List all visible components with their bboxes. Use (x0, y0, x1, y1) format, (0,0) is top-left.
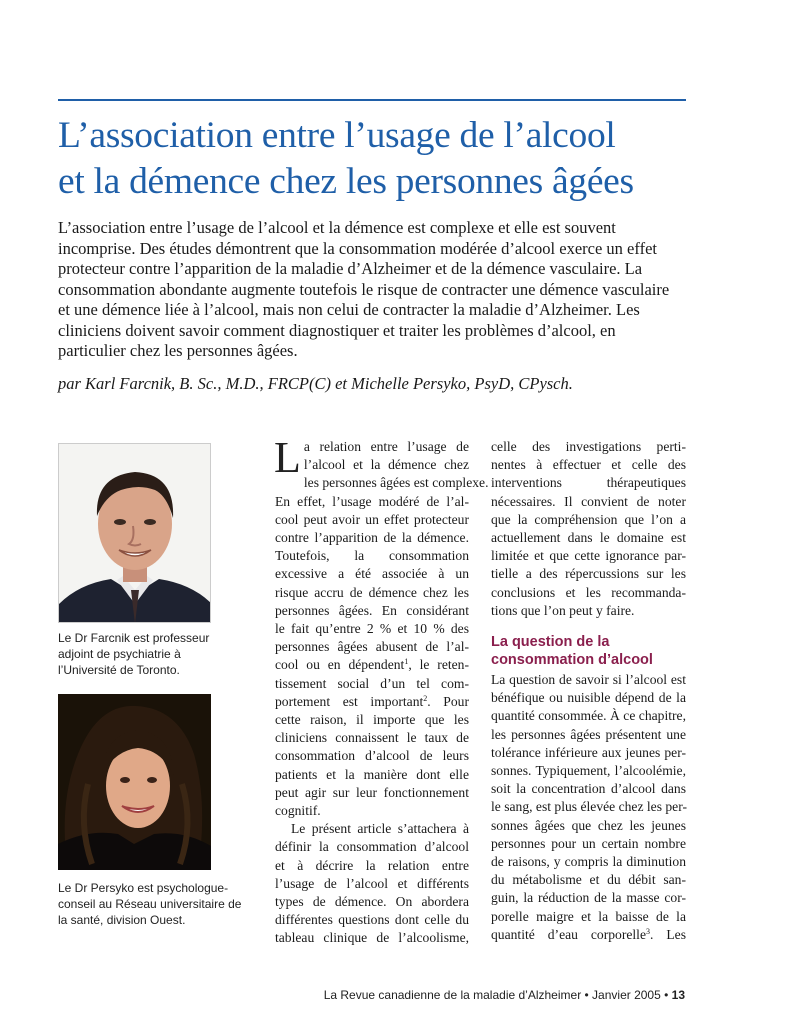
text-line: patients et la manière dont elle (275, 766, 469, 782)
caption-line: l’Université de Toronto. (58, 663, 180, 677)
text-line: celle des investigations perti- (491, 439, 686, 454)
text-line: le sang, est plus élevée chez les per- (491, 799, 687, 815)
text-line: tielle a des répercussions sur les (491, 566, 686, 582)
text-line: tableau clinique de l’alcoolisme, (275, 930, 469, 946)
text-line: bénéfique ou nuisible dépend de la (491, 690, 686, 706)
text-line: personnes pour un certain nombre (491, 835, 686, 851)
text-line: soit la concentration d’alcool dans (491, 781, 686, 797)
abstract-line: L’association entre l’usage de l’alcool et la démence est complexe et elle est souvent (58, 218, 616, 237)
persyko-photo (58, 694, 211, 870)
text-line: du métabolisme et du débit san- (491, 872, 686, 888)
text-line: tolérance inférieure aux jeunes per- (491, 744, 686, 760)
text-line (491, 926, 686, 944)
text-line: personnes âgées abusent de l’al- (275, 639, 469, 655)
text-line: contre l’apparition de la démence. (275, 530, 469, 546)
journal-name: La Revue canadienne de la maladie d’Alzheimer • Janvier 2005 • (323, 988, 672, 1002)
text-line: En effet, l’usage modéré de l’al- (275, 493, 469, 509)
farcnik-caption (58, 630, 258, 678)
text-line: interventions thérapeutiques (491, 475, 686, 491)
reference-marker: 2 (423, 693, 428, 703)
title-line: L’association entre l’usage de l’alcool (58, 115, 616, 156)
text-line: de raisons, y compris la diminution (491, 854, 686, 870)
text-fragment: . Les (650, 926, 686, 942)
text-line: cool peut avoir un effet protecteur (275, 511, 469, 527)
farcnik-photo (58, 443, 211, 623)
title-rule (58, 99, 686, 101)
caption-line: adjoint de psychiatrie à (58, 647, 181, 661)
text-line: quantité consommée. À ce chapitre, (491, 708, 686, 724)
text-line: l’usage de l’alcool et différents (275, 875, 469, 891)
abstract-line: incomprise. Des études démontrent que la consommation modérée d’alcool exerce un effet (58, 238, 657, 258)
title-line: et la démence chez les personnes âgées (58, 161, 634, 202)
farcnik-portrait-image (59, 444, 211, 623)
persyko-portrait-image (58, 694, 211, 870)
text-line: nécessaires. Il convient de noter (491, 493, 686, 509)
text-line: conclusions et les recommanda- (491, 584, 686, 600)
abstract-line: et une démence liée à l’alcool, mais non celui de contracter la maladie d’Alzheimer. Les (58, 300, 640, 319)
body-column-right (491, 438, 686, 944)
heading-line: consommation d’alcool (491, 652, 653, 669)
text-line: sonnes. Typiquement, l’alcoolémie, (491, 763, 686, 779)
text-fragment: cool ou en dépendent (275, 657, 405, 673)
text-line: nentes à effectuer et celle des (491, 457, 686, 473)
body-column-left (274, 433, 489, 948)
authors-byline: par Karl Farcnik, B. Sc., M.D., FRCP(C) et Michelle Persyko, PsyD, CPysch. (58, 374, 573, 393)
text-line: que la compréhension que l’on a (491, 511, 686, 527)
caption-line: la santé, division Ouest. (58, 913, 186, 927)
text-line: Toutefois, la consommation (275, 548, 469, 564)
text-line: excessive a été associée à un (275, 566, 469, 582)
abstract-line: consommation abondante augmente toutefois le risque de contracter une démence vasculaire (58, 279, 670, 299)
text-line: risque accru de démence chez les (275, 584, 469, 600)
article-title (58, 113, 738, 205)
text-line: différentes questions dont celle du (275, 912, 469, 928)
text-line: porelle maigre et la baisse de la (491, 908, 686, 924)
text-line: l’alcool et la démence chez (303, 457, 469, 473)
text-line: et à décrire la relation entre (275, 857, 469, 873)
text-line: tions que l’on peut y faire. (491, 602, 635, 618)
reference-marker: 1 (404, 657, 409, 667)
text-line: actuellement dans le domaine est (491, 530, 686, 546)
abstract-line: cliniciens doivent savoir comment diagnostiquer et traiter les problèmes d’alcool, en (58, 320, 616, 340)
text-line (275, 656, 469, 674)
text-line: tissement social d’un tel com- (275, 675, 469, 691)
abstract-line: protecteur contre l’apparition de la maladie d’Alzheimer et de la démence vasculaire. La (58, 259, 643, 278)
caption-line: conseil au Réseau universitaire de (58, 897, 242, 911)
text-line: les personnes âgées présentent une (491, 726, 686, 742)
section-heading (491, 633, 686, 669)
drop-cap: L (274, 433, 301, 482)
text-line: définir la consommation d’alcool (275, 839, 469, 855)
text-line: personnes âgées. En considérant (275, 602, 469, 618)
text-line: cognitif. (275, 803, 321, 819)
text-fragment: . Pour (427, 693, 469, 709)
text-line: Le présent article s’attachera à (291, 821, 469, 837)
reference-marker: 3 (646, 926, 650, 936)
text-line: peut agir sur leur fonctionnement (275, 784, 469, 800)
text-line: a relation entre l’usage de (303, 439, 469, 454)
persyko-caption (58, 880, 258, 928)
page-number: 13 (671, 988, 685, 1002)
text-line: le fait qu’entre 2 % et 10 % des (275, 621, 469, 637)
text-fragment: portement est important (275, 693, 424, 709)
text-fragment: , le reten- (408, 657, 470, 673)
caption-line: Le Dr Farcnik est professeur (58, 631, 210, 645)
text-line: types de démence. On abordera (275, 894, 469, 910)
page-footer (324, 988, 685, 1002)
text-line: consommation d’alcool de leurs (275, 748, 469, 764)
text-fragment: quantité d’eau corporelle (491, 926, 646, 942)
text-line: cliniciens connaissent le taux de (275, 730, 469, 746)
abstract-line: particulier chez les personnes âgées. (58, 341, 298, 360)
text-line: cette raison, il importe que les (275, 712, 469, 728)
text-line: les personnes âgées est complexe. (303, 475, 489, 491)
abstract (58, 218, 698, 362)
text-line: La question de savoir si l’alcool est (491, 672, 686, 688)
heading-line: La question de la (491, 634, 610, 651)
text-line: limitée et que cette ignorance par- (491, 548, 686, 564)
text-line: sonnes âgées que chez les jeunes (491, 817, 686, 833)
text-line: guin, la réduction de la masse cor- (491, 890, 686, 906)
text-line (275, 693, 469, 711)
caption-line: Le Dr Persyko est psychologue- (58, 881, 229, 895)
